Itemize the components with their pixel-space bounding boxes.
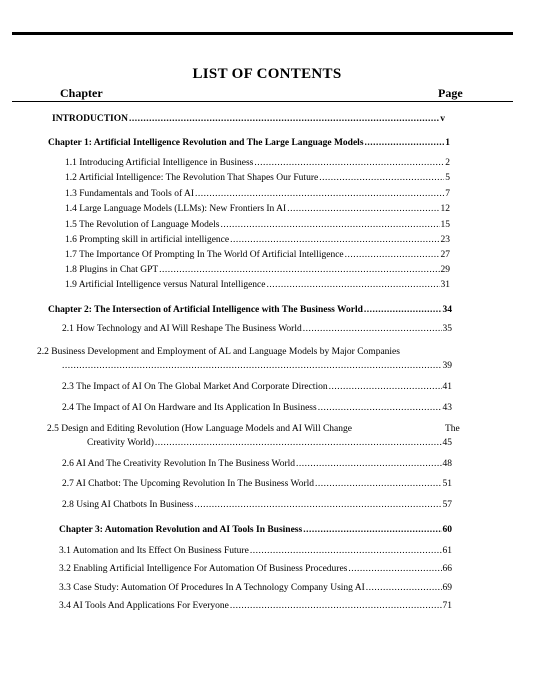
- toc-leader-dots: [365, 137, 445, 149]
- toc-leader-dots: [254, 157, 444, 169]
- toc-leader-dots: [348, 563, 441, 575]
- toc-entry-3-1[interactable]: [59, 545, 452, 557]
- toc-entry-page: 43: [442, 403, 452, 413]
- toc-entry-2-2-label[interactable]: 2.2 Business Development and Employment of AL and Language Models by Major Companies: [37, 347, 400, 357]
- toc-entry-1-6[interactable]: [65, 234, 450, 246]
- toc-chapter-1[interactable]: [48, 137, 450, 149]
- page-column-header: Page: [438, 86, 463, 100]
- toc-entry-2-8[interactable]: [62, 499, 452, 511]
- toc-entry-label: 2.7 AI Chatbot: The Upcoming Revolution In The Business World: [62, 479, 315, 489]
- toc-leader-dots: [315, 478, 441, 490]
- toc-leader-dots: [319, 172, 444, 184]
- toc-entry-3-4[interactable]: [59, 600, 452, 612]
- toc-leader-dots: [303, 524, 441, 536]
- toc-leader-dots: [155, 437, 442, 449]
- toc-entry-3-3[interactable]: [59, 582, 452, 594]
- toc-entry-label: 1.7 The Importance Of Prompting In The World Of Artificial Intelligence: [65, 250, 344, 260]
- toc-entry-page: 27: [440, 250, 450, 260]
- toc-leader-dots: [287, 203, 439, 215]
- toc-entry-label: 1.6 Prompting skill in artificial intelligence: [65, 235, 230, 245]
- toc-entry-label: 2.6 AI And The Creativity Revolution In The Business World: [62, 459, 296, 469]
- toc-entry-label: 1.3 Fundamentals and Tools of AI: [65, 189, 194, 199]
- toc-entry-1-5[interactable]: [65, 219, 450, 231]
- toc-leader-dots: [296, 458, 441, 470]
- toc-entry-label: 1.2 Artificial Intelligence: The Revolution That Shapes Our Future: [65, 173, 319, 183]
- toc-entry-1-4[interactable]: [65, 203, 450, 215]
- toc-entry-page: 66: [442, 564, 452, 574]
- toc-entry-page: 45: [442, 438, 452, 448]
- toc-entry-page: v: [440, 114, 445, 124]
- toc-entry-label: 1.1 Introducing Artificial Intelligence in Business: [65, 158, 254, 168]
- toc-entry-label: 3.1 Automation and Its Effect On Business Future: [59, 546, 249, 556]
- toc-chapter-2[interactable]: [48, 304, 452, 316]
- toc-entry-1-7[interactable]: [65, 249, 450, 261]
- toc-entry-2-6[interactable]: [62, 458, 452, 470]
- toc-entry-page: 5: [445, 173, 450, 183]
- toc-leader-dots: [250, 545, 442, 557]
- toc-entry-label: 1.9 Artificial Intelligence versus Natural Intelligence: [65, 280, 266, 290]
- toc-leader-dots: [195, 188, 444, 200]
- toc-leader-dots: [303, 323, 442, 335]
- toc-entry-label: 3.2 Enabling Artificial Intelligence For Automation Of Business Procedures: [59, 564, 348, 574]
- toc-entry-introduction[interactable]: [52, 113, 445, 125]
- toc-entry-3-2[interactable]: [59, 563, 452, 575]
- toc-entry-page: 34: [442, 305, 452, 315]
- toc-entry-page: 35: [442, 324, 452, 334]
- toc-entry-page: 60: [442, 525, 452, 535]
- toc-entry-page: 51: [442, 479, 452, 489]
- toc-entry-1-8[interactable]: [65, 264, 450, 276]
- toc-entry-page: 41: [442, 382, 452, 392]
- toc-entry-label: Creativity World): [87, 438, 154, 448]
- toc-entry-1-9[interactable]: [65, 279, 450, 291]
- toc-entry-1-2[interactable]: [65, 172, 450, 184]
- toc-entry-2-7[interactable]: [62, 478, 452, 490]
- toc-entry-label: 2.1 How Technology and AI Will Reshape The Business World: [62, 324, 302, 334]
- toc-entry-page: 1: [445, 138, 450, 148]
- toc-entry-label: Chapter 2: The Intersection of Artificial Intelligence with The Business World: [48, 305, 363, 315]
- toc-leader-dots: [329, 381, 442, 393]
- header-rule: [12, 101, 513, 102]
- toc-leader-dots: [345, 249, 440, 261]
- toc-entry-2-2-leader[interactable]: [62, 360, 452, 372]
- toc-leader-dots: [62, 360, 442, 372]
- toc-entry-page: 15: [440, 220, 450, 230]
- toc-entry-page: 48: [442, 459, 452, 469]
- toc-leader-dots: [159, 264, 439, 276]
- toc-entry-2-3[interactable]: [62, 381, 452, 393]
- toc-leader-dots: [230, 600, 442, 612]
- toc-entry-2-5-leader[interactable]: [87, 437, 452, 449]
- toc-leader-dots: [129, 113, 439, 125]
- toc-chapter-3[interactable]: [59, 524, 452, 536]
- toc-entry-label: 2.4 The Impact of AI On Hardware and Its Application In Business: [62, 403, 317, 413]
- toc-entry-page: 29: [440, 265, 450, 275]
- toc-leader-dots: [366, 582, 442, 594]
- toc-entry-page: 71: [442, 601, 452, 611]
- toc-entry-page: 31: [440, 280, 450, 290]
- toc-entry-page: 39: [442, 361, 452, 371]
- toc-entry-2-5-label-end: The: [445, 424, 460, 434]
- toc-leader-dots: [194, 499, 441, 511]
- toc-entry-label: 1.5 The Revolution of Language Models: [65, 220, 220, 230]
- top-rule: [12, 32, 513, 35]
- toc-entry-label: 1.4 Large Language Models (LLMs): New Frontiers In AI: [65, 204, 287, 214]
- toc-entry-label: 3.4 AI Tools And Applications For Everyone: [59, 601, 229, 611]
- toc-entry-page: 7: [445, 189, 450, 199]
- toc-entry-2-1[interactable]: [62, 323, 452, 335]
- toc-entry-page: 12: [440, 204, 450, 214]
- toc-entry-2-4[interactable]: [62, 402, 452, 414]
- toc-entry-label: 2.8 Using AI Chatbots In Business: [62, 500, 194, 510]
- toc-entry-label: Chapter 3: Automation Revolution and AI Tools In Business: [59, 525, 303, 535]
- toc-entry-label: Chapter 1: Artificial Intelligence Revolution and The Large Language Models: [48, 138, 364, 148]
- toc-entry-1-3[interactable]: [65, 188, 450, 200]
- toc-entry-page: 61: [442, 546, 452, 556]
- toc-entry-label: 3.3 Case Study: Automation Of Procedures In A Technology Company Using AI: [59, 583, 365, 593]
- toc-entry-label: 2.3 The Impact of AI On The Global Market And Corporate Direction: [62, 382, 328, 392]
- toc-leader-dots: [220, 219, 439, 231]
- toc-entry-1-1[interactable]: [65, 157, 450, 169]
- page-title: LIST OF CONTENTS: [192, 66, 342, 82]
- toc-entry-2-5-label[interactable]: 2.5 Design and Editing Revolution (How Language Models and AI Will Change: [47, 424, 352, 434]
- toc-entry-label: INTRODUCTION: [52, 114, 129, 124]
- toc-leader-dots: [230, 234, 439, 246]
- toc-entry-page: 2: [445, 158, 450, 168]
- toc-entry-page: 23: [440, 235, 450, 245]
- toc-leader-dots: [318, 402, 442, 414]
- toc-entry-label: 1.8 Plugins in Chat GPT: [65, 265, 159, 275]
- toc-entry-page: 57: [442, 500, 452, 510]
- toc-leader-dots: [364, 304, 442, 316]
- toc-entry-page: 69: [442, 583, 452, 593]
- toc-leader-dots: [266, 279, 439, 291]
- chapter-column-header: Chapter: [60, 86, 103, 100]
